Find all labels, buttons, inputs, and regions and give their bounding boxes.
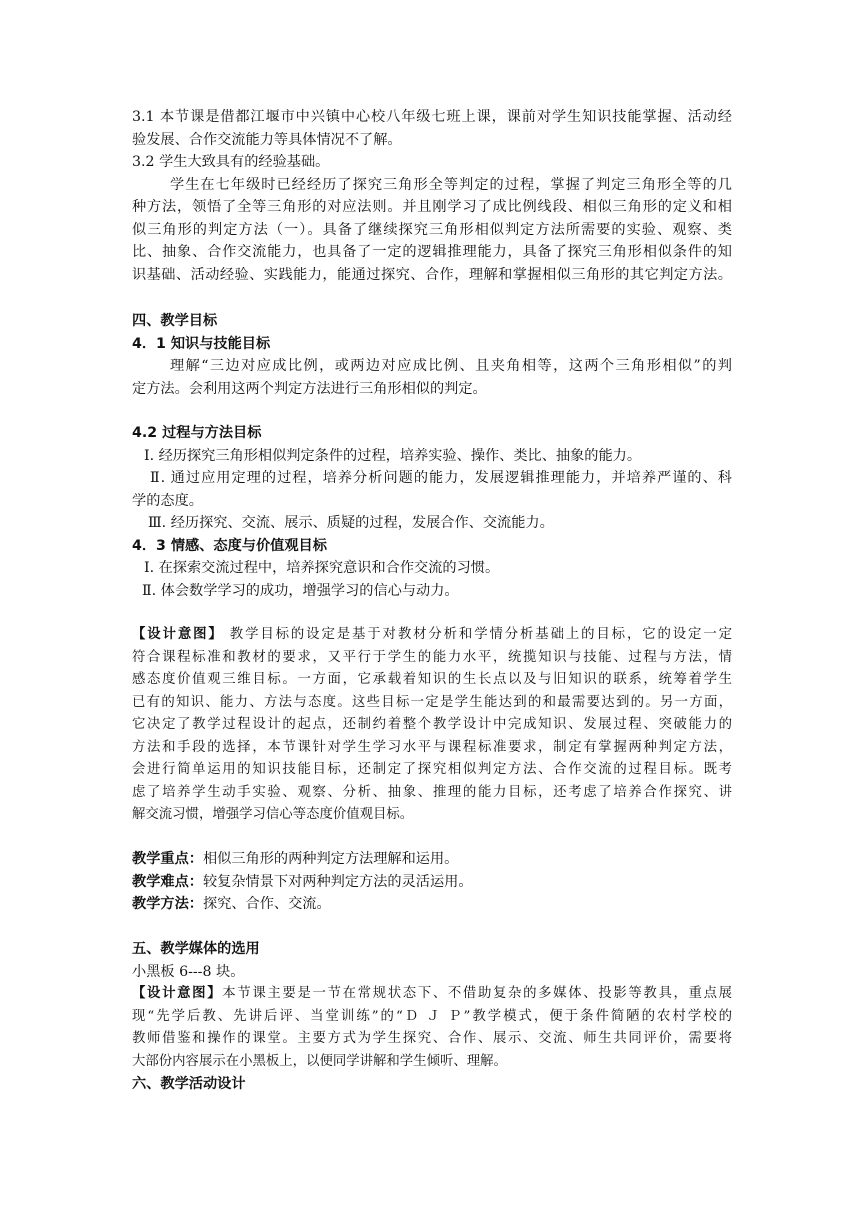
- section-heading: 四、教学目标: [132, 313, 218, 329]
- design-intent-block: [132, 624, 732, 827]
- paragraph-line: 解交流习惯，增强学习信心等态度价值观目标。: [132, 807, 414, 822]
- paragraph-line: 会进行简单运用的知识技能目标，还制定了探究相似判定方法、合作交流的过程目标。既考: [132, 762, 732, 777]
- paragraph-line: 感态度价值观三维目标。一方面，它承载着知识的生长点以及与旧知识的联系，统筹着学生: [132, 672, 732, 687]
- paragraph-line: 识基础、活动经验、实践能力，能通过探究、合作，理解和掌握相似三角形的其它判定方法。: [132, 266, 732, 283]
- difficulty-text: 较复杂情景下对两种判定方法的灵活运用。: [202, 873, 473, 890]
- paragraph-line: 方法和手段的选择，本节课针对学生学习水平与课程标准要求，制定有掌握两种判定方法，: [132, 739, 732, 755]
- paragraph-line: 验发展、合作交流能力等具体情况不了解。: [132, 131, 402, 148]
- paragraph-line: Ⅰ. 经历探究三角形相似判定条件的过程，培养实验、操作、类比、抽象的能力。: [144, 447, 642, 464]
- learner-analysis-block: [132, 106, 732, 286]
- subsection-heading: 4.2 过程与方法目标: [132, 425, 262, 441]
- paragraph-line: 小黑板 6---8 块。: [132, 963, 245, 980]
- media-selection-block: [132, 938, 732, 983]
- subsection-heading: 4．1 知识与技能目标: [132, 335, 271, 352]
- activity-design-block: [132, 1073, 732, 1096]
- paragraph-line: Ⅲ. 经历探究、交流、展示、质疑的过程，发展合作、交流能力。: [148, 515, 554, 531]
- paragraph-line: 教师借鉴和操作的课堂。主要方式为学生探究、合作、展示、交流、师生共同评价，需要将: [132, 1031, 732, 1046]
- section-heading: 六、教学活动设计: [132, 1076, 246, 1092]
- paragraph-line: 已有的知识、能力、方法与态度。这些目标一定是学生能达到的和最需要达到的。另一方面，: [132, 694, 732, 710]
- paragraph-line: 学的态度。: [132, 492, 203, 509]
- section-heading: 五、教学媒体的选用: [132, 941, 260, 957]
- paragraph-line: Ⅱ. 通过应用定理的过程，培养分析问题的能力，发展逻辑推理能力，并培养严谨的、科: [150, 470, 732, 486]
- paragraph-line: 种方法，领悟了全等三角形的对应法则。并且刚学习了成比例线段、相似三角形的定义和相: [132, 199, 732, 215]
- paragraph-line: 它决定了教学过程设计的起点，还制约着整个教学设计中完成知识、发展过程、突破能力的: [132, 717, 732, 732]
- paragraph-line: 定方法。会利用这两个判定方法进行三角形相似的判定。: [132, 380, 487, 397]
- paragraph-line: 似三角形的判定方法（一）。具备了继续探究三角形相似判定方法所需要的实验、观察、类: [132, 221, 732, 238]
- paragraph-line: Ⅱ. 体会数学学习的成功，增强学习的信心与动力。: [142, 582, 459, 599]
- key-point-label: 教学重点：: [132, 851, 203, 867]
- paragraph-line: 3.1 本节课是借都江堰市中兴镇中心校八年级七班上课，课前对学生知识技能掌握、活动经: [132, 109, 732, 125]
- subsection-heading: 4．3 情感、态度与价值观目标: [132, 537, 327, 554]
- paragraph-line: 教学目标的设定是基于对教材分析和学情分析基础上的目标，它的设定一定: [223, 627, 732, 642]
- paragraph-line: 比、抽象、合作交流能力，也具备了一定的逻辑推理能力，具备了探究三角形相似条件的知: [132, 244, 732, 260]
- method-label: 教学方法：: [132, 896, 203, 912]
- design-intent-label: 【设计意图】: [132, 986, 223, 1001]
- key-point-text: 相似三角形的两种判定方法理解和运用。: [202, 851, 459, 867]
- difficulty-label: 教学难点：: [132, 873, 203, 890]
- paragraph-line: Ⅰ. 在探索交流过程中，培养探究意识和合作交流的习惯。: [144, 560, 500, 576]
- paragraph-line: 符合课程标准和教材的要求，又平行于学生的能力水平，统揽知识与技能、过程与方法，情: [132, 649, 732, 665]
- paragraph-line: 本节课主要是一节在常规状态下、不借助复杂的多媒体、投影等教具，重点展: [222, 986, 732, 1001]
- paragraph-line: 现“先学后教、先讲后评、当堂训练”的“Ｄ Ｊ Ｐ”教学模式，便于条件简陋的农村学校的: [132, 1008, 732, 1024]
- paragraph-line: 虑了培养学生动手实验、观察、分析、抽象、推理的能力目标，还考虑了培养合作探究、讲: [132, 784, 732, 800]
- paragraph-line: 3.2 学生大致具有的经验基础。: [132, 154, 330, 170]
- teaching-objectives-block: [132, 310, 732, 400]
- design-intent-label: 【设计意图】: [132, 627, 224, 642]
- paragraph-line: 理解“三边对应成比例，或两边对应成比例、且夹角相等，这两个三角形相似”的判: [170, 358, 732, 374]
- process-objectives-block: [132, 422, 732, 602]
- method-text: 探究、合作、交流。: [202, 896, 331, 912]
- paragraph-line: 大部份内容展示在小黑板上，以便同学讲解和学生倾听、理解。: [132, 1053, 507, 1069]
- paragraph-line: 学生在七年级时已经经历了探究三角形全等判定的过程，掌握了判定三角形全等的几: [170, 176, 732, 193]
- key-points-block: [132, 848, 732, 916]
- design-intent-block: [132, 983, 732, 1073]
